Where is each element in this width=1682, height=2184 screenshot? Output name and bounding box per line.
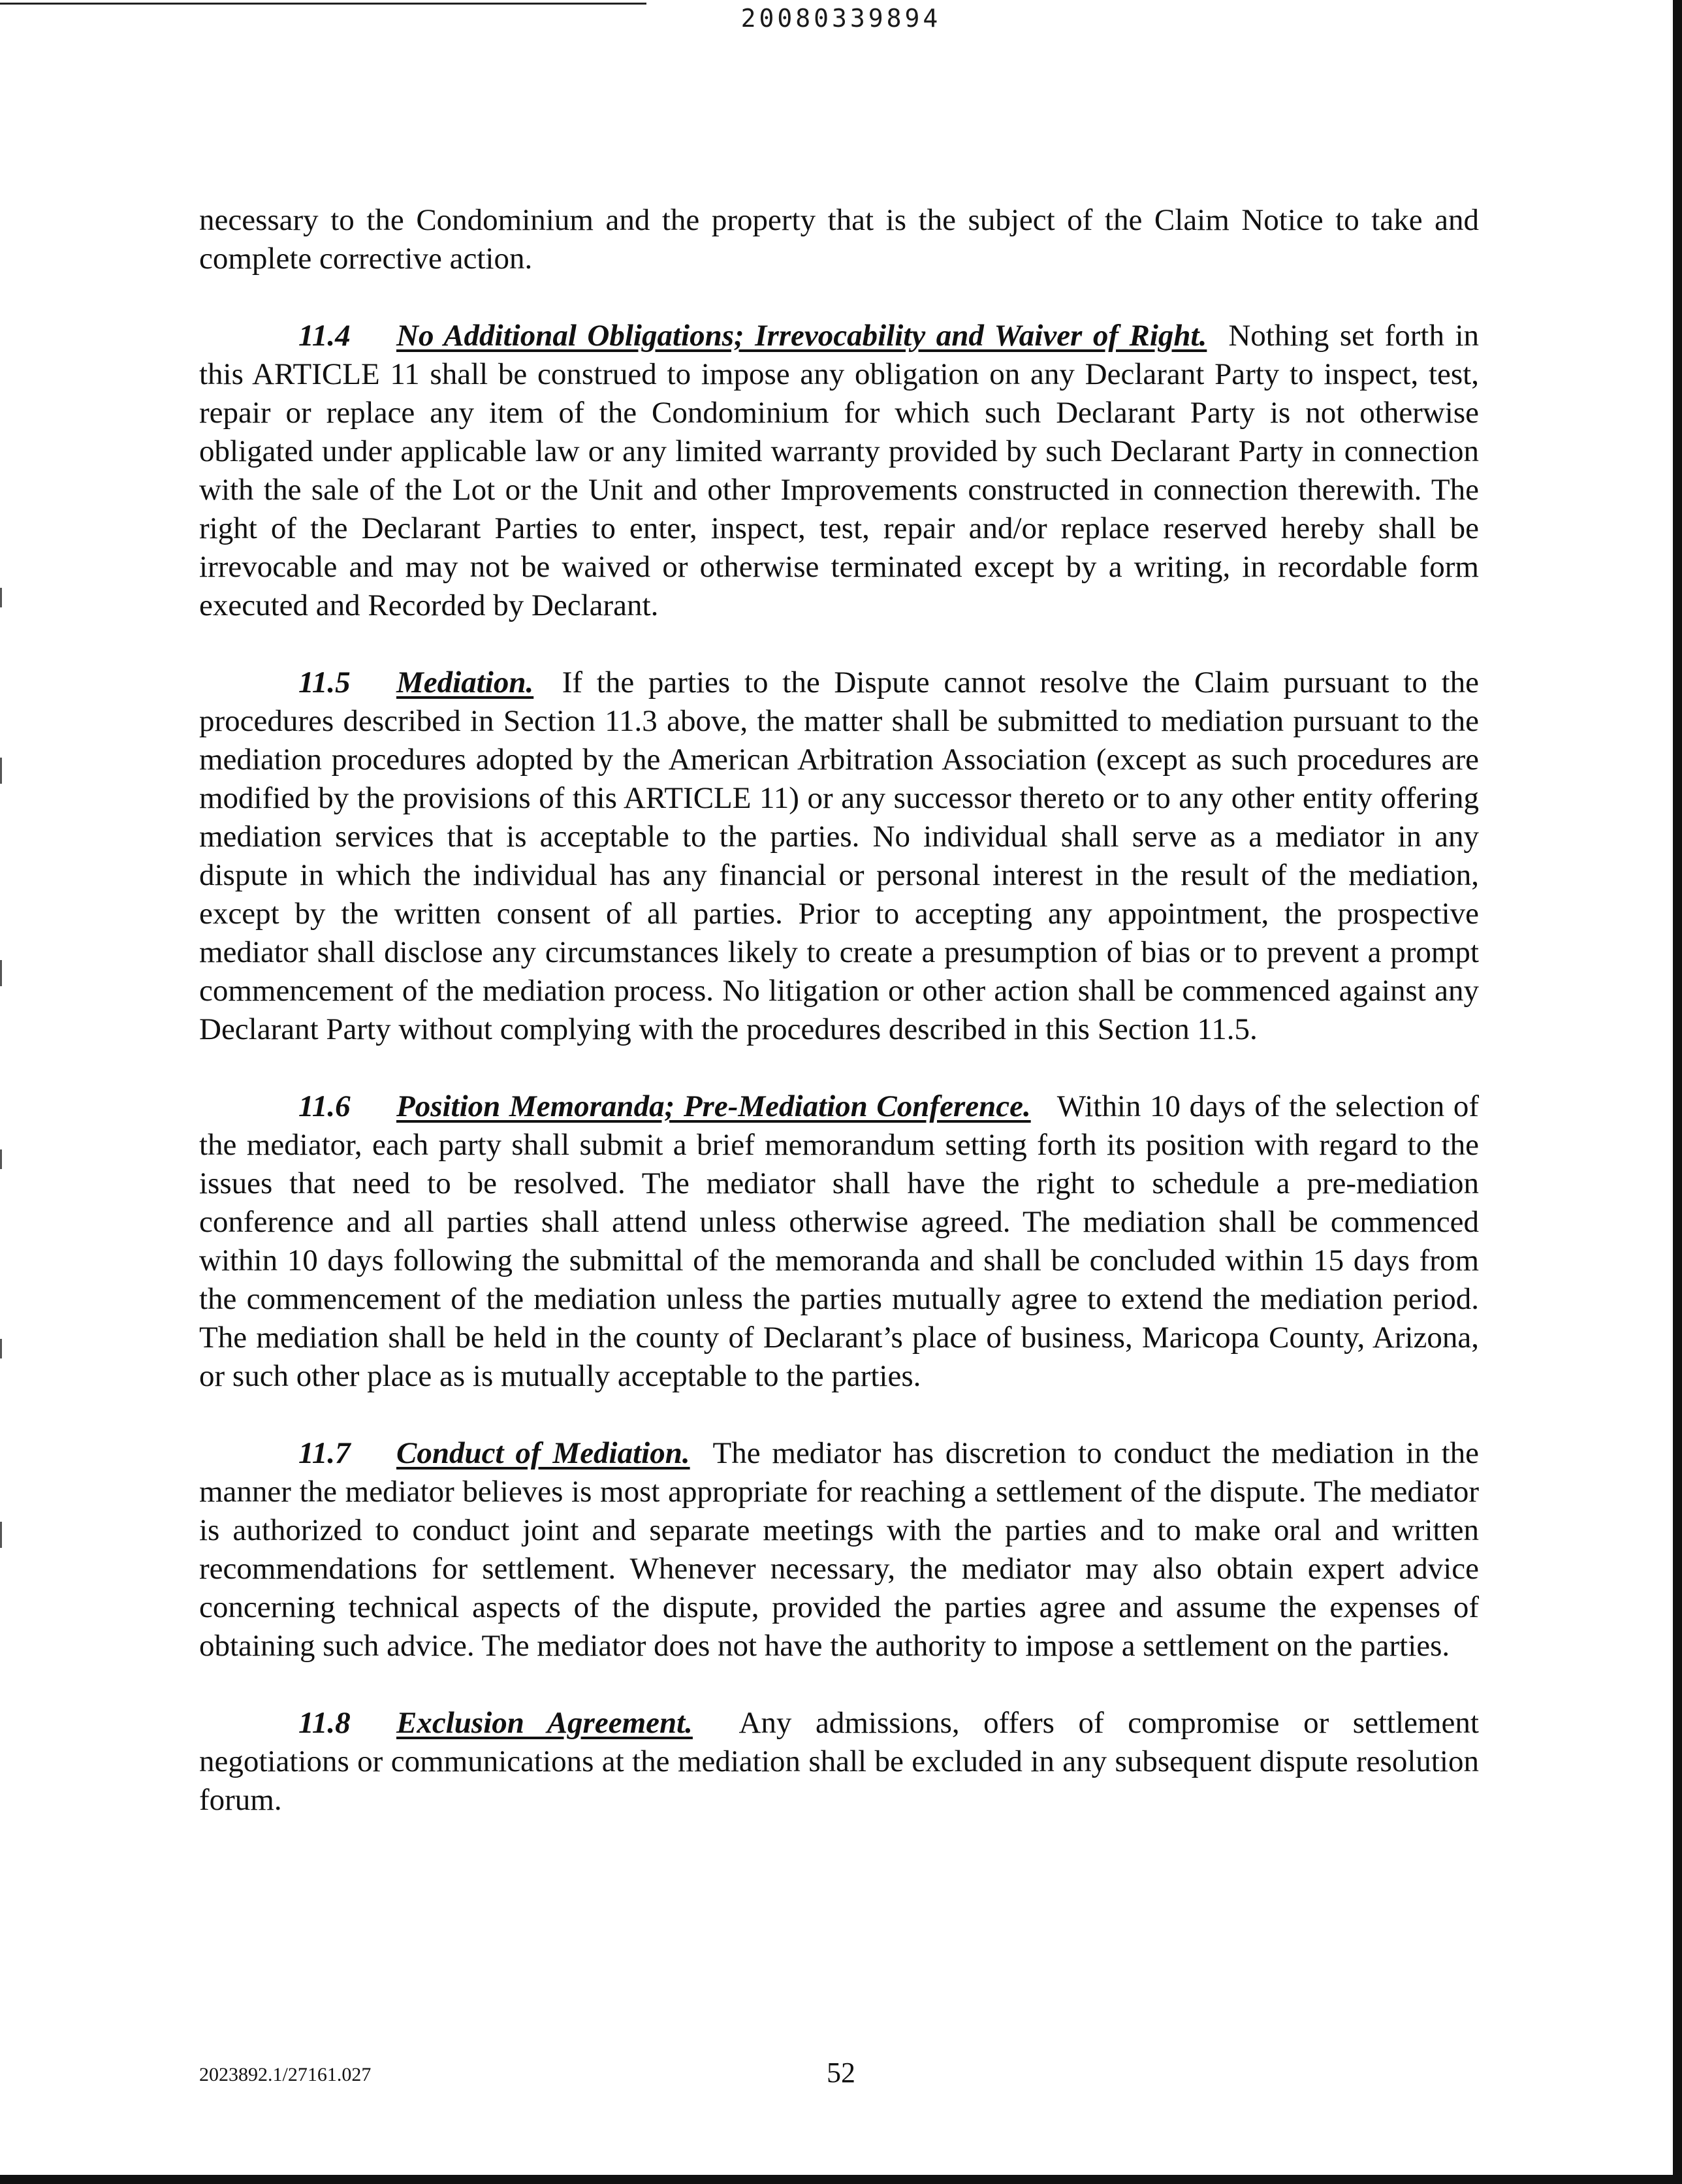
section-number: 11.7 (298, 1436, 351, 1470)
scan-edge-mark (0, 1522, 2, 1548)
page-number: 52 (827, 2057, 855, 2089)
section-text: Any admissions, offers of compromise or settlement negotiations or communications at the mediation shall be excluded in any subsequent dispute resolution forum. (199, 1706, 1479, 1817)
section-text: If the parties to the Dispute cannot resolve the Claim pursuant to the procedures described in Section 11.3 above, the matter shall be submitted to mediation pursuant to the mediation procedures adopted by the American Arbitration Association (except as such procedures are modified by the provisions of this ARTICLE 11) or any successor thereto or to any other entity offering mediation services that is acceptable to the parties. No individual shall serve as a mediator in any dispute in which the individual has any financial or personal interest in the result of the mediation, except by the written consent of all parties. Prior to accepting any appointment, the prospective mediator shall disclose any circumstances likely to create a presumption of bias or to prevent a prompt commencement of the mediation process. No litigation or other action shall be commenced against any Declarant Party without complying with the procedures described in this Section 11.5. (199, 666, 1479, 1046)
section-11-8 (199, 1704, 1479, 1820)
section-text: Nothing set forth in this ARTICLE 11 shall be construed to impose any obligation on any Declarant Party to inspect, test, repair or replace any item of the Condominium for which such Declarant Party is not otherwise obligated under applicable law or any limited warranty provided by such Declarant Party in connection with the sale of the Lot or the Unit and other Improvements constructed in connection therewith. The right of the Declarant Parties to enter, inspect, test, repair and/or replace reserved hereby shall be irrevocable and may not be waived or otherwise terminated except by a writing, in recordable form executed and Recorded by Declarant. (199, 319, 1480, 622)
section-number: 11.6 (298, 1089, 351, 1123)
scan-edge-mark (0, 758, 2, 784)
scan-edge-mark (0, 1149, 2, 1169)
section-number: 11.5 (298, 666, 351, 699)
document-body (199, 201, 1479, 1820)
scan-edge-mark (0, 1339, 2, 1358)
recording-number: 20080339894 (740, 4, 942, 33)
section-number: 11.8 (298, 1706, 351, 1740)
section-11-7 (199, 1434, 1479, 1665)
section-number: 11.4 (298, 319, 351, 353)
scan-border-right (1673, 0, 1682, 2184)
section-text: Within 10 days of the selection of the mediator, each party shall submit a brief memorandum setting forth its position with regard to the issues that need to be resolved. The mediator shall have the right to schedule a pre-mediation conference and all parties shall attend unless otherwise agreed. The mediation shall be commenced within 10 days following the submittal of the memoranda and shall be concluded within 15 days from the commencement of the mediation unless the parties mutually agree to extend the mediation period. The mediation shall be held in the county of Declarant’s place of business, Maricopa County, Arizona, or such other place as is mutually acceptable to the parties. (199, 1089, 1480, 1393)
footer-document-id: 2023892.1/27161.027 (199, 2064, 372, 2085)
section-11-6 (199, 1087, 1479, 1396)
scan-border-bottom (0, 2175, 1682, 2184)
scan-edge-mark (0, 588, 2, 607)
section-heading: Exclusion Agreement. (396, 1706, 693, 1740)
section-heading: Conduct of Mediation. (396, 1436, 690, 1470)
section-11-5 (199, 664, 1479, 1049)
continuation-paragraph: necessary to the Condominium and the property that is the subject of the Claim Notice to take and complete corrective action. (199, 203, 1479, 276)
section-11-4 (199, 317, 1479, 625)
section-heading: Position Memoranda; Pre-Mediation Conference. (396, 1089, 1031, 1123)
scan-edge-mark (0, 960, 2, 986)
section-text: The mediator has discretion to conduct the mediation in the manner the mediator believes is most appropriate for reaching a settlement of the dispute. The mediator is authorized to conduct joint and separate meetings with the parties and to make oral and written recommendations for settlement. Whenever necessary, the mediator may also obtain expert advice concerning technical aspects of the dispute, provided the parties agree and assume the expenses of obtaining such advice. The mediator does not have the authority to impose a settlement on the parties. (199, 1436, 1479, 1663)
section-heading: No Additional Obligations; Irrevocability and Waiver of Right. (396, 319, 1207, 353)
section-heading: Mediation. (396, 666, 534, 699)
